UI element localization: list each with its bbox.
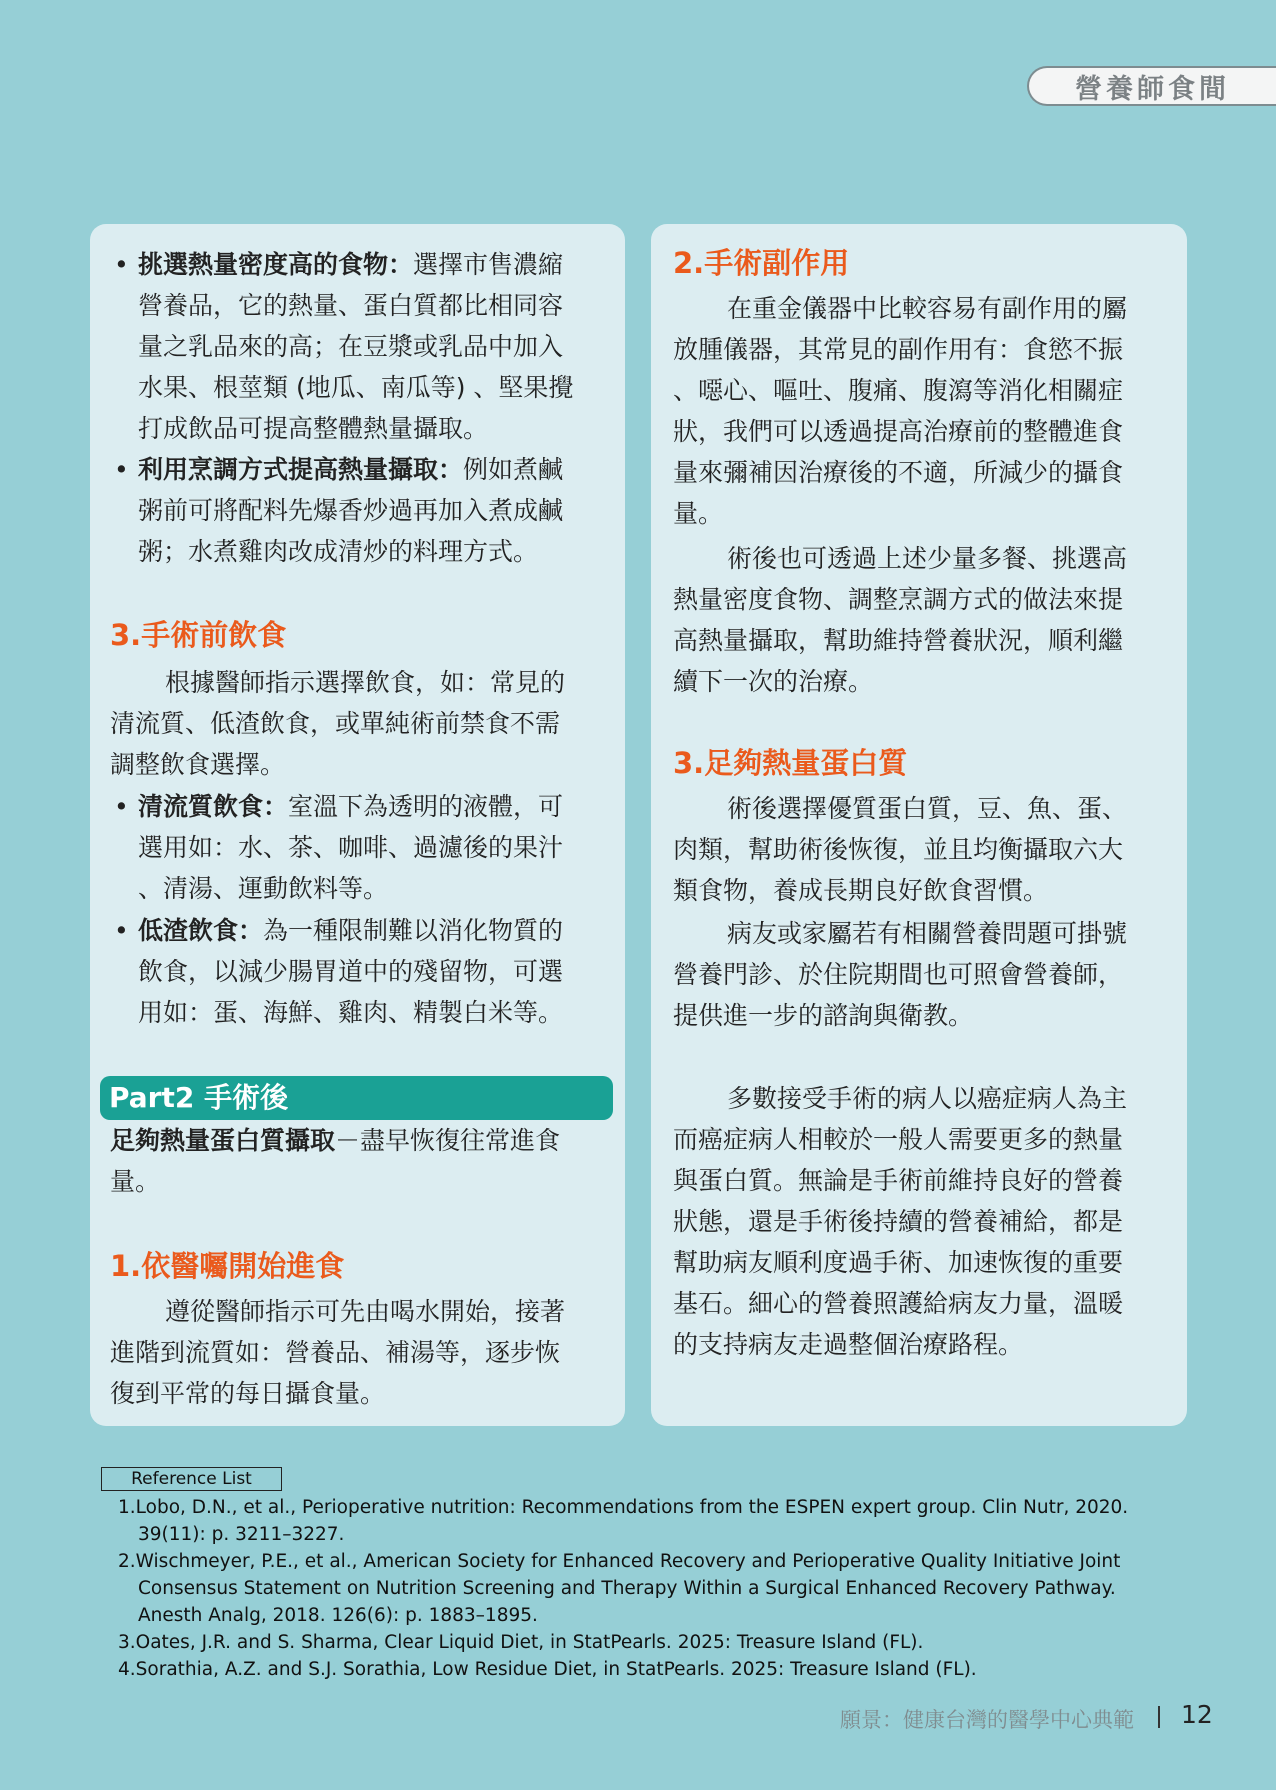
- bullet-dot: •: [114, 916, 129, 945]
- heading-resume-eating: 1.依醫囑開始進食: [110, 1249, 345, 1283]
- footer-tagline: 願景：健康台灣的醫學中心典範: [840, 1708, 1134, 1732]
- protein-line: 類食物，養成長期良好飲食習慣。: [673, 876, 1049, 905]
- post-op-strategy-line: 術後也可透過上述少量多餐、挑選高: [727, 544, 1128, 573]
- bullet-low-residue-line: 飲食，以減少腸胃道中的殘留物，可選: [138, 957, 564, 986]
- post-op-strategy-line: 續下一次的治療。: [673, 667, 874, 696]
- resume-paragraph-line: 復到平常的每日攝食量。: [110, 1379, 386, 1408]
- bullet-clear-liquid-line: 選用如：水、茶、咖啡、過濾後的果汁: [138, 833, 564, 862]
- side-effects-line: 量來彌補因治療後的不適，所減少的攝食: [673, 458, 1124, 487]
- bullet-dot: •: [114, 455, 129, 484]
- consultation-line: 提供進一步的諮詢與衛教。: [673, 1001, 974, 1030]
- resume-paragraph-line: 遵從醫師指示可先由喝水開始，接著: [165, 1297, 566, 1326]
- left-column: [90, 224, 625, 1426]
- side-effects-line: 、噁心、嘔吐、腹痛、腹瀉等消化相關症: [673, 376, 1124, 405]
- consultation-line: 病友或家屬若有相關營養問題可掛號: [727, 919, 1128, 948]
- pre-op-paragraph-line: 調整飲食選擇。: [110, 750, 286, 779]
- part2-subtitle-line: 量。: [110, 1167, 161, 1196]
- footer-divider: [1158, 1706, 1160, 1728]
- conclusion-line: 多數接受手術的病人以癌症病人為主: [727, 1084, 1128, 1113]
- protein-line: 肉類，幫助術後恢復，並且均衡攝取六大: [673, 835, 1124, 864]
- heading-protein: 3.足夠熱量蛋白質: [673, 746, 908, 780]
- side-effects-line: 放腫儀器，其常見的副作用有：食慾不振: [673, 335, 1124, 364]
- reference-2-line: Anesth Analg, 2018. 126(6): p. 1883–1895.: [138, 1605, 538, 1626]
- bullet-high-energy-line-1: 挑選熱量密度高的食物：選擇市售濃縮: [138, 250, 564, 279]
- bullet-low-residue-line-1: 低渣飲食：為一種限制難以消化物質的: [138, 916, 564, 945]
- resume-paragraph-line: 進階到流質如：營養品、補湯等，逐步恢: [110, 1338, 561, 1367]
- conclusion-line: 基石。細心的營養照護給病友力量，溫暖: [673, 1289, 1124, 1318]
- pre-op-paragraph-line: 清流質、低渣飲食，或單純術前禁食不需: [110, 709, 561, 738]
- post-op-strategy-line: 高熱量攝取，幫助維持營養狀況，順利繼: [673, 626, 1124, 655]
- bullet-clear-liquid-line: 、清湯、運動飲料等。: [138, 874, 389, 903]
- bullet-cooking-line: 粥；水煮雞肉改成清炒的料理方式。: [138, 537, 539, 566]
- post-op-strategy-line: 熱量密度食物、調整烹調方式的做法來提: [673, 585, 1124, 614]
- reference-1-line: 1.Lobo, D.N., et al., Perioperative nutrition: Recommendations from the ESPEN expert group. Clin Nutr, 2020.: [118, 1497, 1129, 1518]
- conclusion-line: 與蛋白質。無論是手術前維持良好的營養: [673, 1166, 1124, 1195]
- side-effects-line: 量。: [673, 499, 724, 528]
- part2-subtitle: 足夠熱量蛋白質攝取－盡早恢復往常進食: [110, 1126, 561, 1155]
- bullet-low-residue-line: 用如：蛋、海鮮、雞肉、精製白米等。: [138, 998, 564, 1027]
- reference-4-line: 4.Sorathia, A.Z. and S.J. Sorathia, Low Residue Diet, in StatPearls. 2025: Treasure Island (FL).: [118, 1659, 977, 1680]
- bullet-dot: •: [114, 250, 129, 279]
- heading-side-effects: 2.手術副作用: [673, 246, 850, 280]
- side-effects-line: 在重金儀器中比較容易有副作用的屬: [727, 294, 1128, 323]
- reference-2-line: 2.Wischmeyer, P.E., et al., American Society for Enhanced Recovery and Perioperative Quality Initiative Joint: [118, 1551, 1121, 1572]
- conclusion-line: 幫助病友順利度過手術、加速恢復的重要: [673, 1248, 1124, 1277]
- reference-list-label: Reference List: [101, 1467, 282, 1491]
- page-number: 12: [1181, 1700, 1213, 1729]
- bullet-high-energy-line: 量之乳品來的高；在豆漿或乳品中加入: [138, 332, 564, 361]
- conclusion-line: 的支持病友走過整個治療路程。: [673, 1330, 1024, 1359]
- side-effects-line: 狀，我們可以透過提高治療前的整體進食: [673, 417, 1124, 446]
- reference-3-line: 3.Oates, J.R. and S. Sharma, Clear Liquid Diet, in StatPearls. 2025: Treasure Island (FL).: [118, 1632, 924, 1653]
- conclusion-line: 而癌症病人相較於一般人需要更多的熱量: [673, 1125, 1124, 1154]
- protein-line: 術後選擇優質蛋白質，豆、魚、蛋、: [727, 794, 1128, 823]
- reference-1-line: 39(11): p. 3211–3227.: [138, 1524, 345, 1545]
- reference-2-line: Consensus Statement on Nutrition Screening and Therapy Within a Surgical Enhanced Recovery Pathway.: [138, 1578, 1116, 1599]
- right-column: [651, 224, 1187, 1426]
- bullet-clear-liquid-line-1: 清流質飲食：室溫下為透明的液體，可: [138, 792, 564, 821]
- bullet-cooking-line-1: 利用烹調方式提高熱量攝取：例如煮鹹: [138, 455, 564, 484]
- bullet-cooking-line: 粥前可將配料先爆香炒過再加入煮成鹹: [138, 496, 564, 525]
- bullet-high-energy-line: 打成飲品可提高整體熱量攝取。: [138, 414, 489, 443]
- part2-banner: Part2 手術後: [100, 1076, 613, 1120]
- pre-op-paragraph-line: 根據醫師指示選擇飲食，如：常見的: [165, 668, 566, 697]
- bullet-high-energy-line: 營養品，它的熱量、蛋白質都比相同容: [138, 291, 564, 320]
- section-tab: 營養師食間: [1027, 66, 1276, 106]
- consultation-line: 營養門診、於住院期間也可照會營養師，: [673, 960, 1124, 989]
- bullet-high-energy-line: 水果、根莖類 (地瓜、南瓜等) 、堅果攪: [138, 373, 574, 402]
- heading-pre-op-diet: 3.手術前飲食: [110, 618, 287, 652]
- conclusion-line: 狀態，還是手術後持續的營養補給，都是: [673, 1207, 1124, 1236]
- bullet-dot: •: [114, 792, 129, 821]
